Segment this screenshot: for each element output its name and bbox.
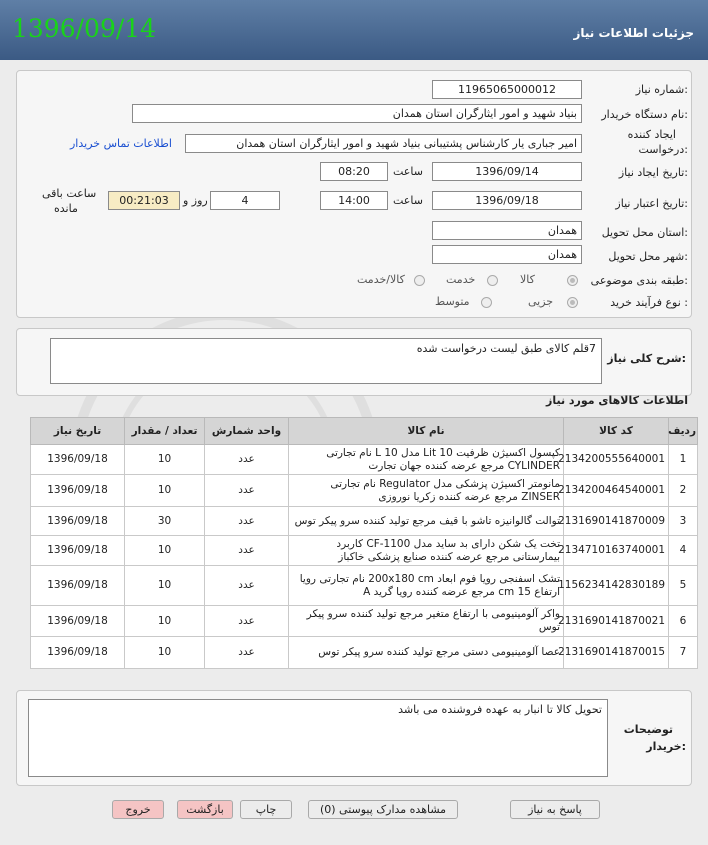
buyer-notes-textarea[interactable]: تحویل کالا تا انبار به عهده فروشنده می باشد bbox=[28, 699, 608, 777]
col-header-code: کد کالا bbox=[564, 418, 669, 445]
item-code: 2134710163740001 bbox=[564, 536, 669, 566]
item-date: 1396/09/18 bbox=[31, 475, 125, 507]
remaining-label-2: مانده bbox=[54, 202, 78, 215]
page-title: جزئیات اطلاعات نیاز bbox=[573, 26, 694, 40]
item-qty: 30 bbox=[125, 507, 205, 536]
validity-date-field: 1396/09/18 bbox=[432, 191, 582, 210]
item-name: کپسول اکسیژن ظرفیت 10 Lit مدل 10 L نام تجارتی CYLINDER مرجع عرضه کننده جهان تجارت bbox=[289, 445, 564, 475]
item-code: 2131690141870021 bbox=[564, 606, 669, 637]
row-number: 2 bbox=[669, 475, 698, 507]
purchase-radio-minor[interactable] bbox=[567, 297, 578, 308]
buyer-label: نام دستگاه خریدار: bbox=[601, 108, 688, 121]
description-label: شرح کلی نیاز: bbox=[607, 352, 686, 365]
item-code: 1156234142830189 bbox=[564, 566, 669, 606]
category-label: طبقه بندی موضوعی: bbox=[590, 274, 688, 287]
item-qty: 10 bbox=[125, 606, 205, 637]
row-number: 5 bbox=[669, 566, 698, 606]
back-button[interactable]: بازگشت bbox=[177, 800, 233, 819]
table-row bbox=[31, 536, 698, 566]
item-name: مانومتر اکسیژن پزشکی مدل Regulator نام تجارتی ZINSER مرجع عرضه کننده زکریا نوروزی bbox=[289, 475, 564, 507]
table-row bbox=[31, 507, 698, 536]
col-header-row: ردیف bbox=[669, 418, 698, 445]
category-option-goods: کالا bbox=[520, 273, 535, 286]
days-label: روز و bbox=[183, 194, 208, 207]
exit-button[interactable]: خروج bbox=[112, 800, 164, 819]
item-name: عصا آلومینیومی دستی مرجع تولید کننده سرو پیکر توس bbox=[289, 637, 564, 669]
item-unit: عدد bbox=[205, 445, 289, 475]
item-date: 1396/09/18 bbox=[31, 536, 125, 566]
row-number: 4 bbox=[669, 536, 698, 566]
item-qty: 10 bbox=[125, 536, 205, 566]
remaining-time-field: 00:21:03 bbox=[108, 191, 180, 210]
item-qty: 10 bbox=[125, 637, 205, 669]
remaining-label-1: ساعت باقی bbox=[42, 187, 97, 200]
col-header-qty: تعداد / مقدار bbox=[125, 418, 205, 445]
row-number: 6 bbox=[669, 606, 698, 637]
validity-time-label: ساعت bbox=[393, 194, 423, 207]
table-row bbox=[31, 445, 698, 475]
need-no-field: 1196506500001​2 bbox=[432, 80, 582, 99]
item-date: 1396/09/18 bbox=[31, 507, 125, 536]
creator-field: امیر جباری یار کارشناس پشتیبانی بنیاد شهید و امور ایثارگران استان همدان bbox=[185, 134, 582, 153]
item-qty: 10 bbox=[125, 475, 205, 507]
description-textarea[interactable]: 7قلم کالای طبق لیست درخواست شده bbox=[50, 338, 602, 384]
row-number: 7 bbox=[669, 637, 698, 669]
table-row bbox=[31, 566, 698, 606]
item-qty: 10 bbox=[125, 566, 205, 606]
announce-time-label: ساعت bbox=[393, 165, 423, 178]
col-header-name: نام کالا bbox=[289, 418, 564, 445]
purchase-radio-medium[interactable] bbox=[481, 297, 492, 308]
city-label: شهر محل تحویل: bbox=[608, 250, 688, 263]
item-unit: عدد bbox=[205, 475, 289, 507]
item-code: 2134200555640001 bbox=[564, 445, 669, 475]
table-row bbox=[31, 475, 698, 507]
announce-date-label: تاریخ ایجاد نیاز: bbox=[618, 166, 688, 179]
item-name: واکر آلومینیومی با ارتفاع متغیر مرجع تولید کننده سرو پیکر توس bbox=[289, 606, 564, 637]
item-name: توالت گالوانیزه تاشو با قیف مرجع تولید کننده سرو پیکر توس bbox=[289, 507, 564, 536]
need-no-label: شماره نیاز: bbox=[635, 83, 688, 96]
days-field: 4 bbox=[210, 191, 280, 210]
page-header bbox=[0, 0, 708, 60]
table-row bbox=[31, 606, 698, 637]
item-qty: 10 bbox=[125, 445, 205, 475]
validity-date-label: تاریخ اعتبار نیاز: bbox=[615, 197, 688, 210]
item-unit: عدد bbox=[205, 606, 289, 637]
category-radio-service[interactable] bbox=[487, 275, 498, 286]
city-field: همدان bbox=[432, 245, 582, 264]
purchase-type-label: نوع فرآیند خرید : bbox=[610, 296, 688, 309]
category-option-service: خدمت bbox=[446, 273, 476, 286]
reply-button[interactable]: پاسخ به نیاز bbox=[510, 800, 600, 819]
stamp-date: 1396/09/14 bbox=[12, 14, 157, 43]
creator-label-1: ایجاد کننده bbox=[627, 128, 676, 141]
goods-section-title: اطلاعات کالاهای مورد نیاز bbox=[546, 394, 688, 407]
attachments-button[interactable]: مشاهده مدارک پیوستی (0) bbox=[308, 800, 458, 819]
item-code: 2131690141870015 bbox=[564, 637, 669, 669]
item-date: 1396/09/18 bbox=[31, 637, 125, 669]
purchase-option-minor: جزیی bbox=[528, 295, 554, 308]
item-date: 1396/09/18 bbox=[31, 445, 125, 475]
creator-label-2: درخواست: bbox=[638, 143, 688, 156]
item-name: تخت یک شکن دارای بد ساید مدل CF-1100 کاربرد بیمارستانی مرجع عرضه کننده صنایع پزشکی خاکباز bbox=[289, 536, 564, 566]
contact-buyer-link[interactable]: اطلاعات تماس خریدار bbox=[70, 137, 172, 150]
buyer-notes-label-1: توضیحات bbox=[623, 723, 673, 736]
category-radio-goods-service[interactable] bbox=[414, 275, 425, 286]
validity-time-field: 14:00 bbox=[320, 191, 388, 210]
goods-table bbox=[30, 417, 698, 669]
item-unit: عدد bbox=[205, 507, 289, 536]
purchase-option-medium: متوسط bbox=[435, 295, 470, 308]
buyer-field: بنیاد شهید و امور ایثارگران استان همدان bbox=[132, 104, 582, 123]
item-unit: عدد bbox=[205, 536, 289, 566]
category-option-goods-service: کالا/خدمت bbox=[357, 273, 405, 286]
category-radio-goods[interactable] bbox=[567, 275, 578, 286]
announce-date-field: 1396/09/14 bbox=[432, 162, 582, 181]
buyer-notes-label-2: خریدار: bbox=[646, 740, 686, 753]
row-number: 1 bbox=[669, 445, 698, 475]
col-header-date: تاریخ نیاز bbox=[31, 418, 125, 445]
item-unit: عدد bbox=[205, 637, 289, 669]
province-field: همدان bbox=[432, 221, 582, 240]
announce-time-field: 08:20 bbox=[320, 162, 388, 181]
item-date: 1396/09/18 bbox=[31, 606, 125, 637]
item-code: 2131690141870009 bbox=[564, 507, 669, 536]
item-code: 2134200464540001 bbox=[564, 475, 669, 507]
print-button[interactable]: چاپ bbox=[240, 800, 292, 819]
row-number: 3 bbox=[669, 507, 698, 536]
item-unit: عدد bbox=[205, 566, 289, 606]
table-row bbox=[31, 637, 698, 669]
item-date: 1396/09/18 bbox=[31, 566, 125, 606]
item-name: تشک اسفنجی رویا فوم ابعاد 200x180 cm نام تجارتی رویا ارتفاع 15 cm مرجع عرضه کننده رویا گرید A bbox=[289, 566, 564, 606]
col-header-unit: واحد شمارش bbox=[205, 418, 289, 445]
province-label: استان محل تحویل: bbox=[601, 226, 688, 239]
